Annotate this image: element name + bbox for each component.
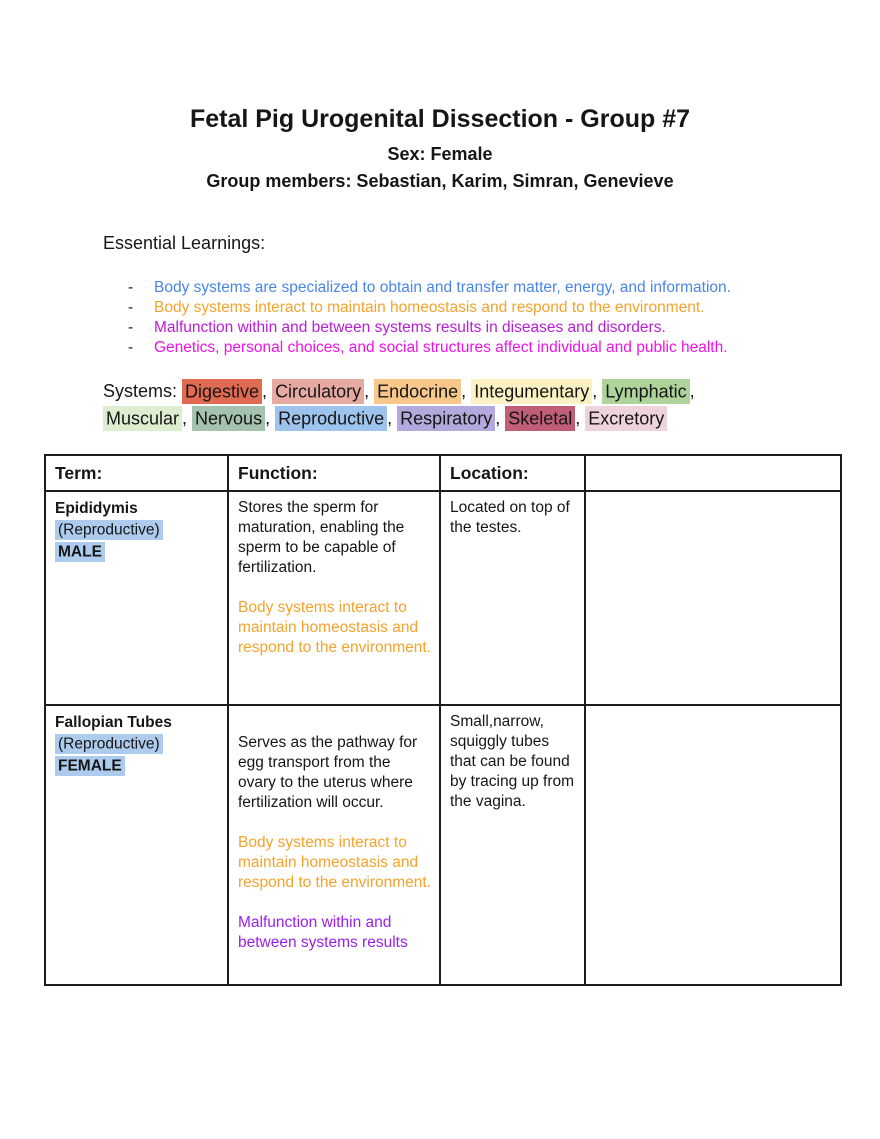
bullet-dash: - [128,319,134,336]
essential-learnings-heading: Essential Learnings: [103,233,266,253]
table-row [45,491,841,705]
page-title: Fetal Pig Urogenital Dissection - Group #7 [189,105,691,133]
column-header-term: Term: [45,455,228,491]
location-cell: Small,narrow, squiggly tubes that can be found by tracing up from the vagina. [440,705,585,985]
term-system [55,520,220,542]
systems-separator: , [495,408,506,428]
systems-separator: , [262,381,273,401]
bullet-dash: - [128,279,134,296]
system-lymphatic: Lymphatic [602,379,689,404]
term-name: Fallopian Tubes [55,714,172,731]
term-sex [55,755,220,777]
term-cell [45,705,228,985]
system-skeletal: Skeletal [505,406,575,431]
column-header-function: Function: [228,455,440,491]
term-cell [45,491,228,705]
function-paragraph: Body systems interact to maintain homeostasis and respond to the environment. [238,599,432,656]
function-paragraph: Malfunction within and between systems results [238,914,408,951]
essential-learning-text: Malfunction within and between systems results in diseases and disorders. [154,319,666,336]
table-header-row [45,455,841,491]
system-reproductive: Reproductive [275,406,387,431]
term-system-highlight: (Reproductive) [55,520,163,540]
system-respiratory: Respiratory [397,406,495,431]
term-sex-highlight: MALE [55,542,105,562]
function-paragraph: Stores the sperm for maturation, enabling the sperm to be capable of fertilization. [238,499,405,576]
systems-separator: , [592,381,603,401]
term-system [55,734,220,756]
system-excretory: Excretory [585,406,667,431]
essential-learnings-list [128,278,880,358]
term-sex [55,541,220,563]
systems-separator: , [182,408,193,428]
term-sex-highlight: FEMALE [55,756,125,776]
essential-learning-item [128,338,880,358]
group-members-line: Group members: Sebastian, Karim, Simran, Genevieve [206,171,674,191]
column-header-empty [585,455,841,491]
systems-separator: , [364,381,375,401]
notes-cell [585,491,841,705]
essential-learning-item [128,318,880,338]
systems-separator: , [265,408,276,428]
system-muscular: Muscular [103,406,182,431]
term-name: Epididymis [55,500,138,517]
systems-paragraph [103,378,778,432]
terms-table [44,454,842,986]
bullet-dash: - [128,299,134,316]
essential-learning-text: Body systems are specialized to obtain and transfer matter, energy, and information. [154,279,731,296]
system-digestive: Digestive [182,379,262,404]
system-circulatory: Circulatory [272,379,364,404]
term-system-highlight: (Reproductive) [55,734,163,754]
location-cell: Located on top of the testes. [440,491,585,705]
essential-learning-item [128,298,880,318]
notes-cell [585,705,841,985]
function-paragraph: Serves as the pathway for egg transport from the ovary to the uterus where fertilization will occur. [238,734,418,811]
essential-learning-item [128,278,880,298]
essential-learning-text: Genetics, personal choices, and social structures affect individual and public health. [154,339,728,356]
system-endocrine: Endocrine [374,379,461,404]
systems-separator: , [689,381,695,401]
function-cell [228,491,440,705]
table-row [45,705,841,985]
systems-label: Systems: [103,381,183,401]
column-header-location: Location: [440,455,585,491]
systems-separator: , [575,408,586,428]
essential-learning-text: Body systems interact to maintain homeostasis and respond to the environment. [154,299,705,316]
system-nervous: Nervous [192,406,265,431]
system-integumentary: Integumentary [471,379,592,404]
systems-separator: , [387,408,398,428]
bullet-dash: - [128,339,134,356]
function-cell [228,705,440,985]
systems-separator: , [461,381,472,401]
function-paragraph: Body systems interact to maintain homeostasis and respond to the environment. [238,834,432,891]
sex-line: Sex: Female [387,144,493,164]
